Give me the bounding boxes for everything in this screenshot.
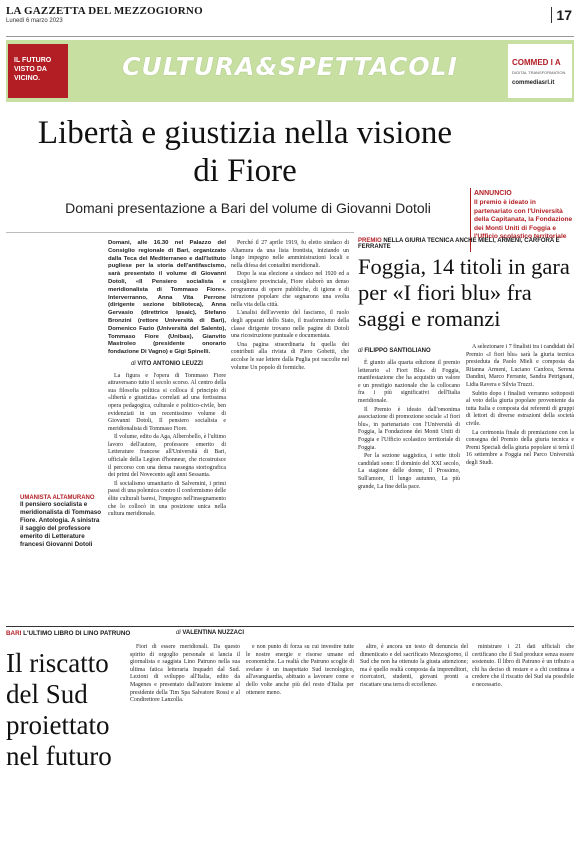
right-article-title: Foggia, 14 titoli in gara per «I fiori blu» fra saggi e romanzi (358, 254, 570, 331)
page-number-divider (551, 7, 552, 23)
ad-right[interactable] (508, 44, 572, 98)
paragraph: Per la sezione saggistica, i sette titoli candidati sono: Il dominio del XXI secolo, La stagione delle donne, Il Prossimo, Sull'amore, Il lungo autunno, La più grande, La fine della pace. (358, 453, 460, 490)
announcement-head: ANNUNCIO (474, 190, 512, 197)
ad-right-url: commediasrl.it (512, 80, 555, 86)
paragraph: Il socialismo umanitario di Salvemini, i primi passi di una polemica contro il conformismo delle élite culturali baresi, l'impegno nell'insegnamento che lo collocò in una posizione unica nella cultura meridionale. (108, 480, 226, 518)
bottom-column-4 (472, 644, 574, 691)
right-column-2 (466, 344, 574, 469)
paragraph: Perché il 27 aprile 1919, fu eletto sindaco di Altamura da una lista frontista, iniziando un lungo impegno nelle amministrazioni locali e nella difesa dei contadini meridionali. (231, 240, 349, 269)
paragraph: altre, è ancora un testo di denuncia del dimenticato e del sacrificato Mezzogiorno, il Sud che non ha ottenuto la giusta attenzione; ma è quello realtà composta da imprenditori, ricercatori, studenti, giovani pronti a riscattare una terra di eccellenze. (360, 644, 468, 688)
divider (6, 626, 574, 627)
right-article-kicker (358, 238, 574, 250)
ad-right-brand: COMMED I A (512, 58, 561, 67)
paragraph: È giunto alla quarta edizione il premio letterario «I Fiori Blu» di Foggia, manifestazione che ha acquisito un valore e un prestigio nazionale che la collocano fra i più significativi dell'Italia meridionale. (358, 360, 460, 404)
kicker-label: BARI (6, 630, 22, 637)
page-number: 17 (556, 7, 572, 23)
bottom-column-2 (246, 644, 354, 698)
kicker-text: NELLA GIURIA TECNICA ANCHE MIELI, ARMENI, CARFORA E FERRANTE (358, 238, 560, 250)
announcement-text: Il premio è ideato in partenariato con l'Università della Capitanata, la Fondazione dei Monti Uniti di Foggia e l'Ufficio scolastico territoriale (474, 199, 573, 240)
bottom-column-1 (130, 644, 240, 706)
announcement-box (474, 190, 574, 242)
byline-prefix: di (131, 360, 136, 367)
byline-prefix: di (176, 630, 181, 636)
bottom-article-title: Il riscatto del Sud proiettato nel futuro (6, 648, 112, 771)
paragraph: La figura e l'opera di Tommaso Fiore attraversano tutto il secolo scorso. Al centro della sua filosofia politica si colloca il principio di «libertà e giustizia» correlati ad una fortissima opera pedagogica, culturale e politico-civile, ben evidenziati in un recentissimo volume di Giovanni Dotoli, Il pensiero socialista e meridionalista di Tommaso Fiore. (108, 372, 226, 432)
ad-left[interactable] (8, 44, 68, 98)
paragraph: A selezionare i 7 finalisti tra i candidati del Premio «I fiori blu» sarà la giuria tecnica presieduta da Paolo Mieli e composta da Ritanna Armeni, Luciano Canfora, Serena Dandini, Marco Ferrante, Sandra Petrignani, Lidia Ravera e Silvia Truzzi. (466, 344, 574, 388)
main-lead: Domani, alle 16.30 nel Palazzo del Consiglio regionale di Bari, organizzato dalla Teca del Mediterraneo e dall'Istituto pugliese per la storia dell'antifascismo, sarà presentato il volume di Giovanni Dotoli, «Il Pensiero socialista e meridionalista di Tommaso Fiore». Interverranno, Anna Vita Perrone (dirigente sezione biblioteca), Anna Gervasio (direttrice Ipsaic), Stefano Bronzini (rettore Università di Bari), Domenico Fazio (Università del Salento), Tommaso Fiore (Unibas), Gianvito Mastroleo (presidente onorario fondazione Di Vagno) e Gigi Spinelli. (108, 240, 226, 356)
paragraph: ministrare i 21 dati ufficiali che certificano che il Sud produce senza essere sostenuto. Il libro di Patruno è un tributo a chi ha deciso di restare e a chi continua a credere che il riscatto del Sud sia possibile e necessario. (472, 644, 574, 688)
paragraph: Il Premio è ideato dall'omonima associazione di promozione sociale «I fiori blu», in partenariato con l'Università di Foggia, la Fondazione dei Monti Uniti di Foggia e l'Ufficio scolastico territoriale di Foggia. (358, 406, 460, 451)
photo-caption-text: Il pensiero socialista e meridionalista di Tommaso Fiore. Antologia. A sinistra il saggio del professore emerito di Letterature francesi Giovanni Dotoli (20, 501, 102, 548)
paragraph: e non punto di forza su cui investire tutte le nostre energie e risorse umane ed economiche. La realtà che Patruno scoglie di svelare è un inaspettato Sud tecnologico, all'avanguardia, abituato a lavorare come e dello volte anche più del resto d'Italia per ottenere meno. (246, 644, 354, 696)
right-byline (358, 348, 458, 354)
ad-right-tagline: DIGITAL TRANSFORMATION (512, 70, 566, 75)
main-column-1 (108, 240, 226, 520)
main-article-title: Libertà e giustizia nella visione di Fiore (37, 115, 453, 189)
masthead (6, 3, 574, 37)
newspaper-name: LA GAZZETTA DEL MEZZOGIORNO (6, 5, 203, 17)
kicker-text: L'ULTIMO LIBRO DI LINO PATRUNO (23, 630, 131, 637)
kicker-label: PREMIO (358, 238, 382, 244)
main-column-2 (231, 240, 349, 373)
bottom-column-3 (360, 644, 468, 691)
byline-author: FILIPPO SANTIGLIANO (364, 348, 431, 354)
section-title: CULTURA&SPETTACOLI (122, 52, 458, 81)
paragraph: La cerimonia finale di premiazione con la consegna del Premio della giuria tecnica e Premi Speciali della giuria popolare si terrà il 16 settembre a Foggia nel Parco Università degli Studi. (466, 429, 574, 466)
ad-left-text: IL FUTURO VISTO DA VICINO. (14, 57, 52, 82)
divider (6, 232, 354, 233)
byline-prefix: di (358, 348, 363, 354)
main-byline (108, 361, 226, 369)
photo-caption-head: UMANISTA ALTAMURANO (20, 495, 95, 501)
paragraph: L'analisi dell'avvento del fascismo, il ruolo degli apparati dello Stato, il trasformismo della classe dirigente trovano nelle pagine di Dotoli una ricostruzione puntuale e documentata. (231, 310, 349, 340)
issue-date: Lunedì 6 marzo 2023 (6, 18, 63, 24)
main-article-subtitle: Domani presentazione a Bari del volume di Giovanni Dotoli (65, 200, 431, 216)
paragraph: Il volume, edito da Aga, Alberobello, è l'ultimo lavoro dell'autore, professore emerito di Letterature francese all'Università di Bari, ufficiale della Legion d'honneur, che ricostruisce il percorso con una densa rassegna storiografica dei primi del Novecento agli anni Sessanta. (108, 434, 226, 479)
photo-caption (20, 495, 104, 549)
paragraph: Subito dopo i finalisti verranno sottoposti al voto della giuria popolare proveniente da tutta Italia e composta dai referenti di gruppi di lettori di diverse estrazioni della società civile. (466, 390, 574, 427)
paragraph: Fiori di essere meridionali. Da questo spirito di orgoglio personale si lancia il giornalista e saggista Lino Patruno nella sua ultima fatica letteraria Inquadri dal Sud. Lezioni di sviluppo all'Italia, edito da Magenes e presentato dall'autore insieme al presidente della Tim Spa Salvatore Rossi e al Condirettore Lanzolla. (130, 644, 240, 704)
byline-author: VITO ANTONIO LEUZZI (137, 360, 203, 367)
right-column-1 (358, 360, 460, 492)
paragraph: Una pagina straordinaria fu quella dei contributi alla rivista di Piero Gobetti, che accolse le sue lettere dalla Puglia poi raccolte nel volume Un popolo di formiche. (231, 341, 349, 371)
byline-author: VALENTINA NUZZACI (182, 630, 245, 636)
bottom-byline (176, 630, 326, 636)
paragraph: Dopo la sua elezione a sindaco nel 1920 ed a consigliere provinciale, Fiore elaborò un denso programma di opere pubbliche, di igiene e di istruzione popolare che segnarono una svolta nella vita della città. (231, 271, 349, 308)
